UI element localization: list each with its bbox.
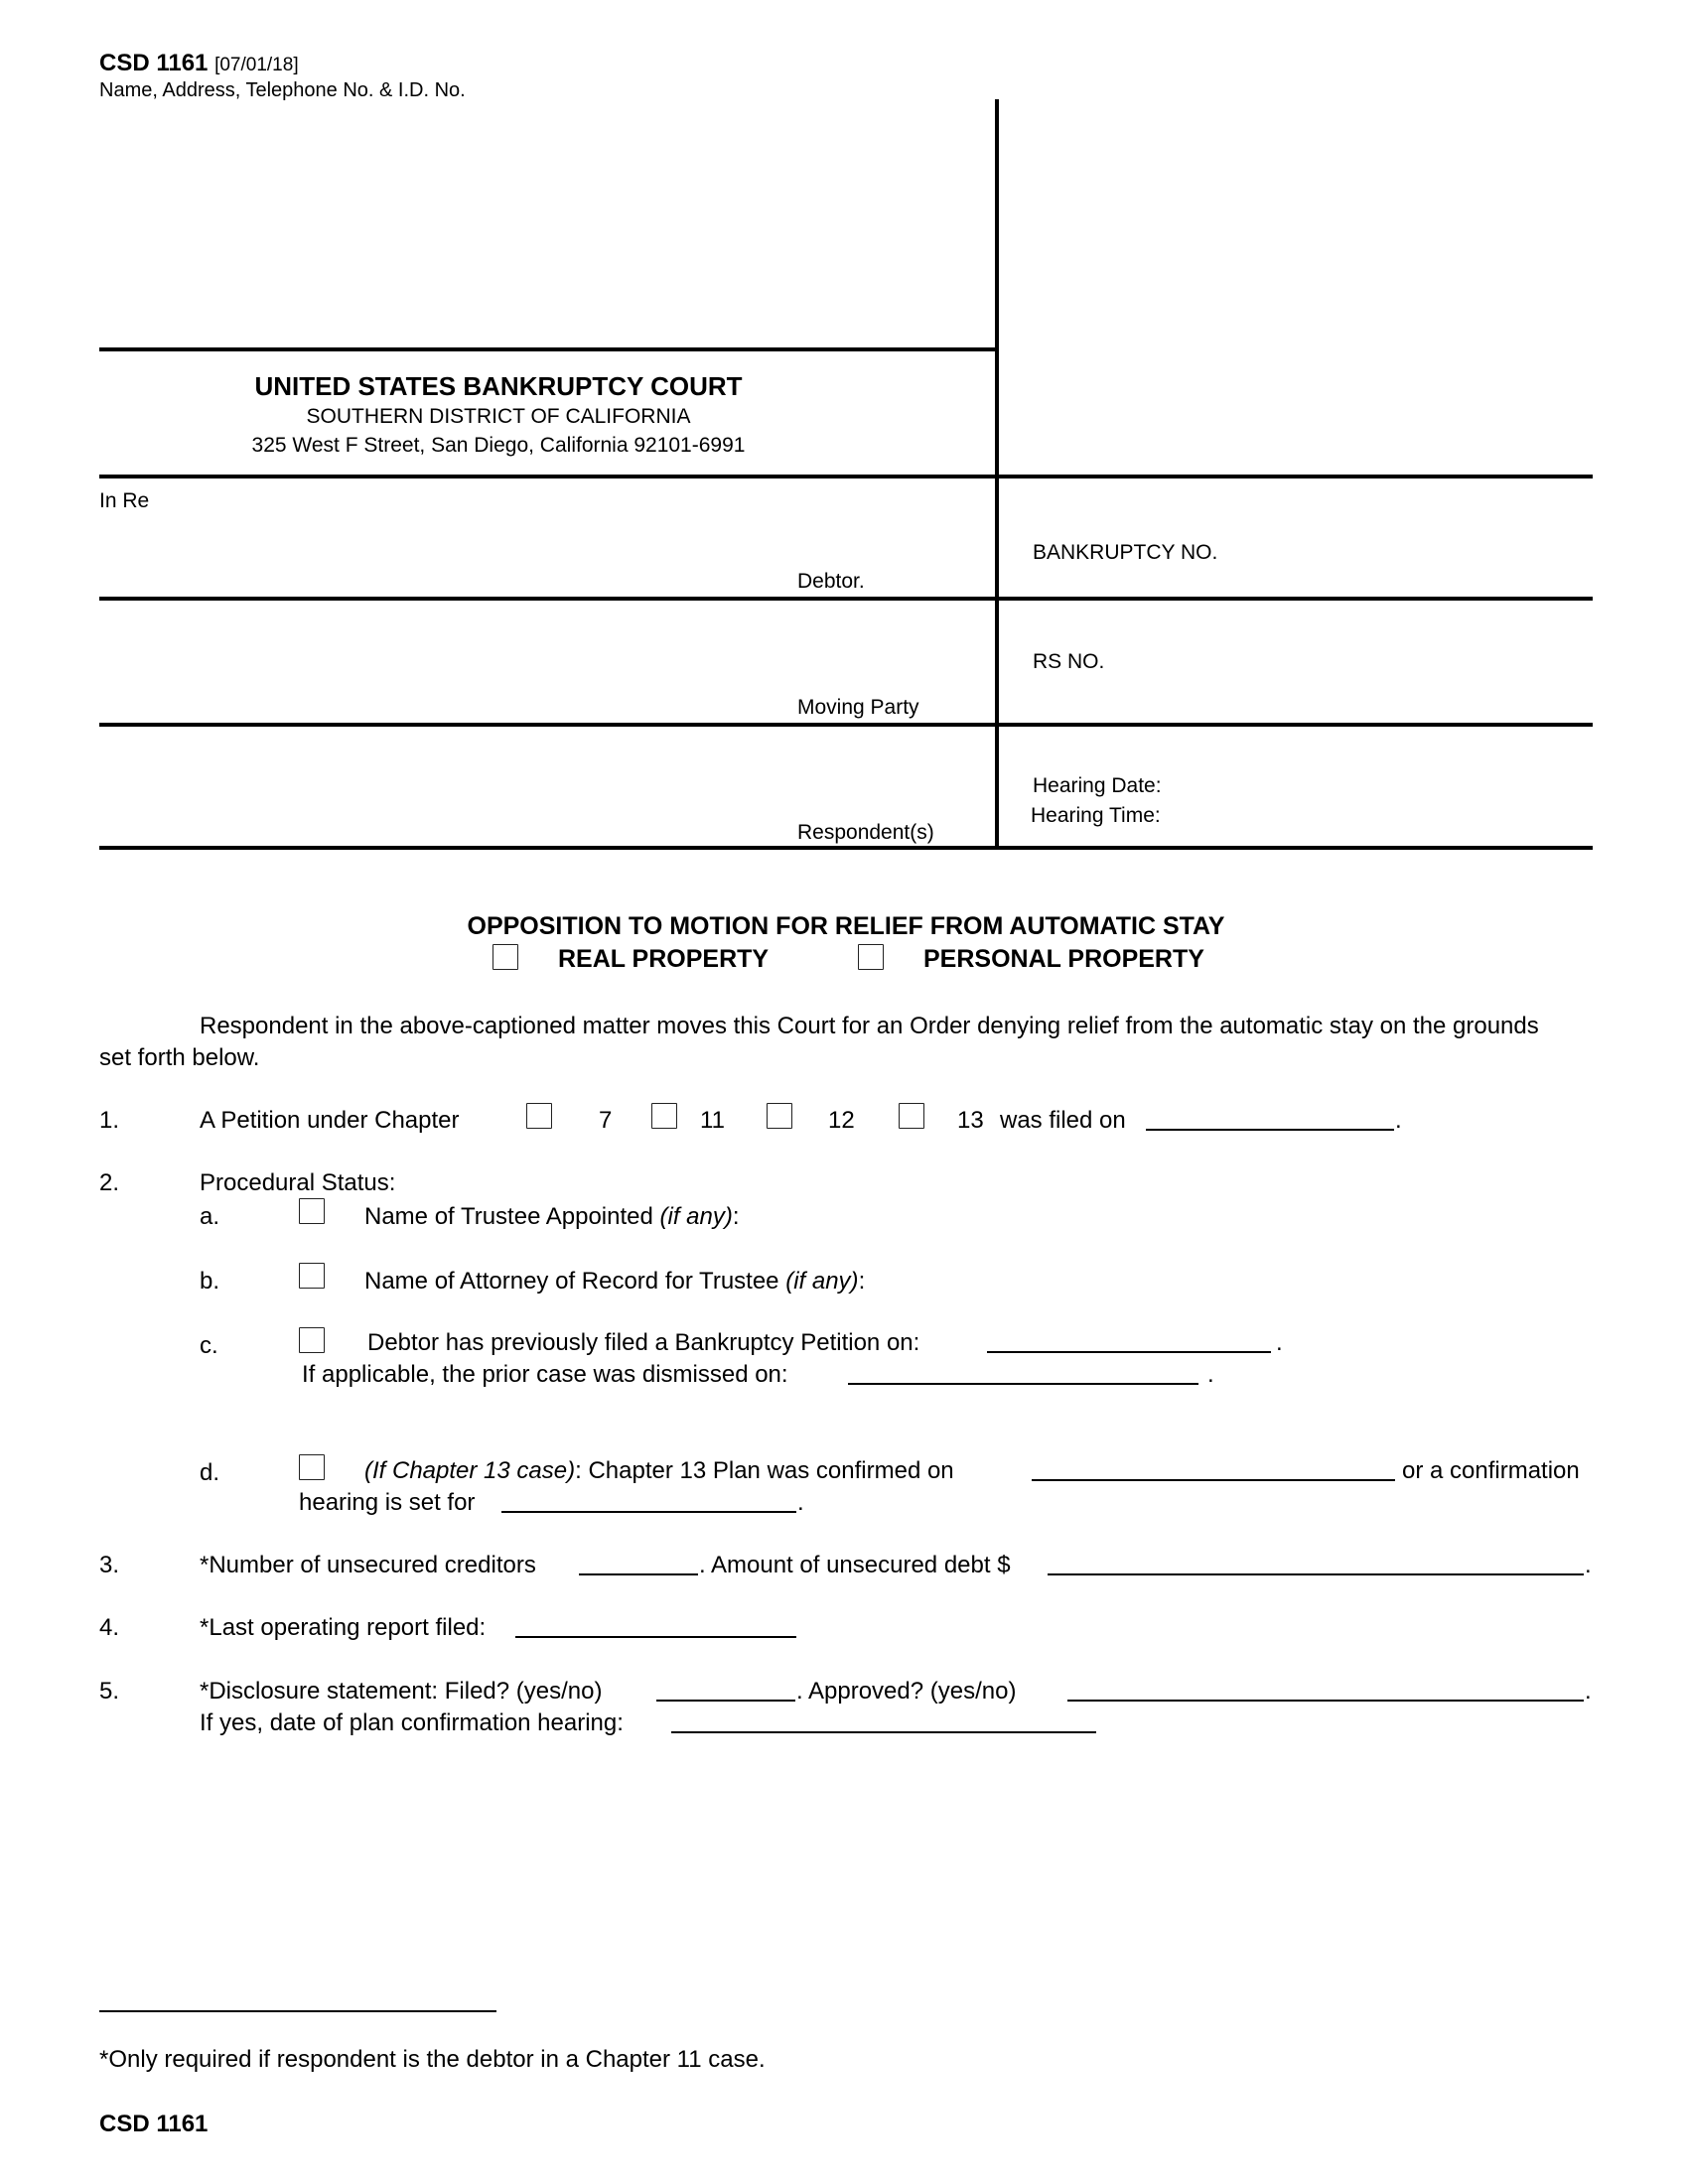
form-code: CSD 1161 [99,50,209,76]
moving-party-label: Moving Party [797,696,919,719]
court-address: 325 West F Street, San Diego, California 92101-6991 [251,434,746,457]
chapter-12-checkbox[interactable] [767,1103,792,1129]
filed-on-label: was filed on [1000,1107,1126,1134]
debtor-label: Debtor. [797,570,865,593]
item-2d-period: . [797,1489,804,1516]
item-1-number: 1. [99,1107,120,1134]
item-1-period: . [1395,1107,1402,1134]
footnote: *Only required if respondent is the debtor in a Chapter 11 case. [99,2046,766,2073]
chapter-13-plan-checkbox[interactable] [299,1454,325,1480]
header-label: Name, Address, Telephone No. & I.D. No. [99,79,466,101]
item-5-period: . [1585,1678,1592,1705]
item-3-number: 3. [99,1552,120,1578]
item-3-period: . [1585,1552,1592,1578]
hearing-time-label: Hearing Time: [1031,804,1161,827]
chapter-12-label: 12 [828,1107,855,1134]
chapter-7-label: 7 [599,1107,613,1134]
previous-petition-date-field[interactable] [987,1351,1271,1353]
footnote-rule [99,2010,496,2012]
previous-petition-checkbox[interactable] [299,1327,325,1353]
item-2-number: 2. [99,1169,120,1196]
item-2a-letter: a. [200,1203,220,1230]
item-2b-text: Name of Attorney of Record for Trustee (if any): [364,1268,866,1295]
bankruptcy-no-label: BANKRUPTCY NO. [1033,541,1218,564]
form-date: [07/01/18] [214,55,299,75]
rule-court [99,475,1593,478]
chapter-11-checkbox[interactable] [651,1103,677,1129]
personal-property-checkbox[interactable] [858,944,884,970]
form-header [99,50,299,77]
hearing-date-label: Hearing Date: [1033,774,1162,797]
court-name: UNITED STATES BANKRUPTCY COURT [254,371,743,401]
item-2d-or: or a confirmation [1402,1457,1580,1484]
item-2d-letter: d. [200,1459,220,1486]
item-5-line-2: If yes, date of plan confirmation hearing: [200,1709,624,1736]
item-3-label: *Number of unsecured creditors [200,1552,536,1578]
document-title: OPPOSITION TO MOTION FOR RELIEF FROM AUTOMATIC STAY [467,912,1225,940]
chapter-13-label: 13 [957,1107,984,1134]
disclosure-approved-field[interactable] [1067,1700,1584,1702]
operating-report-field[interactable] [515,1636,796,1638]
intro-line-1: Respondent in the above-captioned matter moves this Court for an Order denying relief from the automatic stay on the grounds [200,1013,1539,1039]
confirmation-hearing-field[interactable] [501,1511,796,1513]
court-district: SOUTHERN DISTRICT OF CALIFORNIA [306,405,691,428]
item-2b-letter: b. [200,1268,220,1295]
item-2-label: Procedural Status: [200,1169,396,1196]
item-1-label: A Petition under Chapter [200,1107,460,1134]
personal-property-label: PERSONAL PROPERTY [923,945,1204,973]
plan-confirmation-hearing-field[interactable] [671,1731,1096,1733]
chapter-13-checkbox[interactable] [899,1103,924,1129]
real-property-label: REAL PROPERTY [558,945,770,973]
rule-debtor [99,597,1593,601]
rs-no-label: RS NO. [1033,650,1105,673]
footer-form-code: CSD 1161 [99,2111,209,2137]
respondents-label: Respondent(s) [797,821,934,844]
chapter-11-label: 11 [700,1107,725,1134]
chapter-7-checkbox[interactable] [526,1103,552,1129]
item-4-label: *Last operating report filed: [200,1614,487,1641]
dismissed-date-field[interactable] [848,1383,1198,1385]
item-2c-period: . [1276,1329,1283,1356]
item-2c-letter: c. [200,1332,218,1359]
item-5-label: *Disclosure statement: Filed? (yes/no) [200,1678,603,1705]
rule-moving [99,723,1593,727]
item-4-number: 4. [99,1614,120,1641]
in-re-label: In Re [99,489,150,512]
plan-confirmed-date-field[interactable] [1032,1479,1395,1481]
item-5-number: 5. [99,1678,120,1705]
rule-top-left [99,347,997,351]
footnote-mark: * [99,2046,109,2073]
item-2c-period-2: . [1207,1361,1214,1388]
trustee-appointed-checkbox[interactable] [299,1198,325,1224]
item-2c-text-2: If applicable, the prior case was dismissed on: [302,1361,788,1388]
real-property-checkbox[interactable] [492,944,518,970]
item-2d-text-2: hearing is set for [299,1489,476,1516]
intro-line-2: set forth below. [99,1044,260,1071]
item-2c-text: Debtor has previously filed a Bankruptcy Petition on: [367,1329,920,1356]
vertical-divider [995,99,999,846]
item-2d-text: (If Chapter 13 case): Chapter 13 Plan was confirmed on [364,1457,954,1484]
filed-on-field[interactable] [1146,1129,1394,1131]
item-5-label-2: . Approved? (yes/no) [796,1678,1017,1705]
unsecured-debt-field[interactable] [1048,1573,1584,1575]
rule-respondent [99,846,1593,850]
item-2a-text: Name of Trustee Appointed (if any): [364,1203,740,1230]
trustee-attorney-checkbox[interactable] [299,1263,325,1289]
unsecured-creditors-field[interactable] [579,1573,698,1575]
item-3-label-2: . Amount of unsecured debt $ [699,1552,1011,1578]
disclosure-filed-field[interactable] [656,1700,795,1702]
